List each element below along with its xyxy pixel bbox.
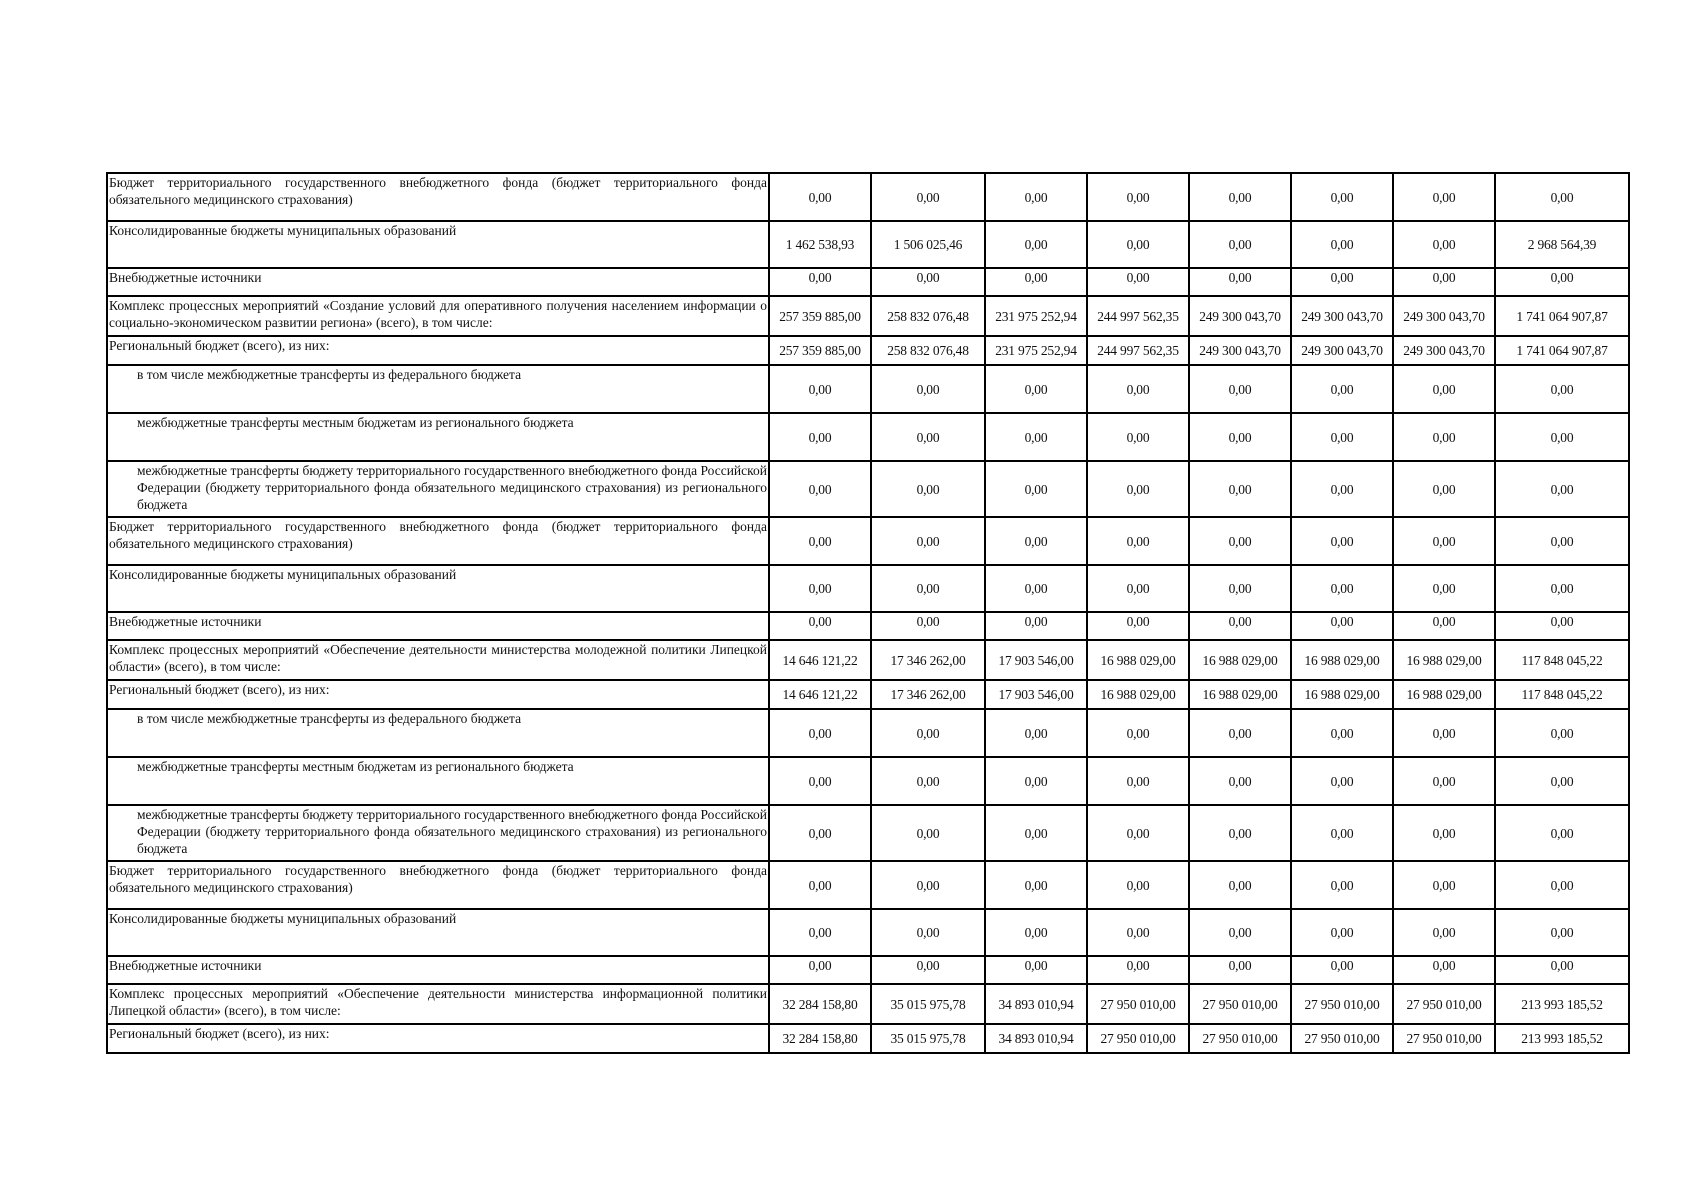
value-cell: 0,00: [1291, 909, 1393, 956]
value-cell: 16 988 029,00: [1087, 680, 1189, 709]
value-cell: 0,00: [1393, 173, 1495, 221]
value-cell: 32 284 158,80: [769, 984, 871, 1024]
value-cell: 0,00: [1495, 909, 1629, 956]
value-cell: 0,00: [1393, 565, 1495, 612]
value-cell: 0,00: [871, 956, 985, 984]
value-cell: 0,00: [871, 709, 985, 757]
value-cell: 0,00: [1393, 612, 1495, 640]
value-cell: 249 300 043,70: [1291, 336, 1393, 365]
value-cell: 0,00: [1189, 461, 1291, 517]
value-cell: 0,00: [985, 365, 1087, 413]
value-cell: 258 832 076,48: [871, 296, 985, 336]
value-cell: 0,00: [1291, 565, 1393, 612]
value-cell: 0,00: [1189, 268, 1291, 296]
value-cell: 213 993 185,52: [1495, 1024, 1629, 1053]
row-label: Комплекс процессных мероприятий «Обеспечение деятельности министерства молодежной политики Липецкой области» (всего), в том числе:: [107, 640, 769, 680]
value-cell: 244 997 562,35: [1087, 336, 1189, 365]
row-label: Бюджет территориального государственного внебюджетного фонда (бюджет территориального фонда обязательного медицинского страхования): [107, 861, 769, 909]
table-row: [107, 680, 1629, 709]
value-cell: 17 346 262,00: [871, 680, 985, 709]
value-cell: 0,00: [871, 268, 985, 296]
value-cell: 0,00: [1393, 413, 1495, 461]
row-label: Региональный бюджет (всего), из них:: [107, 336, 769, 365]
value-cell: 0,00: [1495, 268, 1629, 296]
table-row: [107, 221, 1629, 268]
value-cell: 0,00: [1087, 365, 1189, 413]
table-row: [107, 956, 1629, 984]
value-cell: 0,00: [1087, 757, 1189, 805]
value-cell: 16 988 029,00: [1189, 640, 1291, 680]
row-label: Комплекс процессных мероприятий «Обеспечение деятельности министерства информационной политики Липецкой области» (всего), в том числе:: [107, 984, 769, 1024]
value-cell: 0,00: [1087, 517, 1189, 565]
value-cell: 0,00: [871, 805, 985, 861]
value-cell: 1 462 538,93: [769, 221, 871, 268]
table-row: [107, 365, 1629, 413]
table-row: [107, 413, 1629, 461]
value-cell: 249 300 043,70: [1189, 336, 1291, 365]
value-cell: 249 300 043,70: [1393, 336, 1495, 365]
value-cell: 0,00: [769, 956, 871, 984]
value-cell: 0,00: [871, 861, 985, 909]
row-label: межбюджетные трансферты бюджету территориального государственного внебюджетного фонда Российской Федерации (бюджету территориального фонда обязательного медицинского страхования) из регионального бюджета: [107, 461, 769, 517]
value-cell: 0,00: [1087, 612, 1189, 640]
value-cell: 0,00: [1495, 757, 1629, 805]
value-cell: 27 950 010,00: [1291, 1024, 1393, 1053]
value-cell: 249 300 043,70: [1393, 296, 1495, 336]
row-label: Внебюджетные источники: [107, 956, 769, 984]
value-cell: 0,00: [769, 413, 871, 461]
row-label: межбюджетные трансферты бюджету территориального государственного внебюджетного фонда Российской Федерации (бюджету территориального фонда обязательного медицинского страхования) из регионального бюджета: [107, 805, 769, 861]
value-cell: 27 950 010,00: [1291, 984, 1393, 1024]
value-cell: 14 646 121,22: [769, 640, 871, 680]
value-cell: 249 300 043,70: [1189, 296, 1291, 336]
value-cell: 0,00: [985, 173, 1087, 221]
value-cell: 0,00: [1087, 173, 1189, 221]
value-cell: 0,00: [985, 956, 1087, 984]
value-cell: 27 950 010,00: [1393, 984, 1495, 1024]
value-cell: 0,00: [985, 861, 1087, 909]
value-cell: 0,00: [1087, 805, 1189, 861]
value-cell: 1 506 025,46: [871, 221, 985, 268]
value-cell: 0,00: [1087, 956, 1189, 984]
value-cell: 0,00: [1291, 612, 1393, 640]
value-cell: 35 015 975,78: [871, 1024, 985, 1053]
value-cell: 0,00: [1393, 365, 1495, 413]
value-cell: 0,00: [871, 565, 985, 612]
value-cell: 0,00: [1087, 909, 1189, 956]
value-cell: 0,00: [769, 861, 871, 909]
table-row: [107, 909, 1629, 956]
value-cell: 0,00: [985, 268, 1087, 296]
value-cell: 117 848 045,22: [1495, 680, 1629, 709]
value-cell: 0,00: [1291, 365, 1393, 413]
value-cell: 244 997 562,35: [1087, 296, 1189, 336]
row-label: Бюджет территориального государственного внебюджетного фонда (бюджет территориального фонда обязательного медицинского страхования): [107, 517, 769, 565]
value-cell: 0,00: [1495, 517, 1629, 565]
row-label: Бюджет территориального государственного внебюджетного фонда (бюджет территориального фонда обязательного медицинского страхования): [107, 173, 769, 221]
value-cell: 16 988 029,00: [1393, 640, 1495, 680]
value-cell: 0,00: [1495, 612, 1629, 640]
table-row: [107, 612, 1629, 640]
value-cell: 0,00: [985, 757, 1087, 805]
value-cell: 0,00: [769, 909, 871, 956]
value-cell: 0,00: [1189, 909, 1291, 956]
value-cell: 0,00: [1189, 956, 1291, 984]
table-row: [107, 757, 1629, 805]
value-cell: 213 993 185,52: [1495, 984, 1629, 1024]
value-cell: 0,00: [1495, 365, 1629, 413]
value-cell: 0,00: [1495, 565, 1629, 612]
value-cell: 0,00: [1495, 805, 1629, 861]
value-cell: 0,00: [1495, 956, 1629, 984]
value-cell: 35 015 975,78: [871, 984, 985, 1024]
value-cell: 14 646 121,22: [769, 680, 871, 709]
value-cell: 0,00: [769, 173, 871, 221]
value-cell: 0,00: [985, 805, 1087, 861]
table-row: [107, 1024, 1629, 1053]
value-cell: 0,00: [1189, 612, 1291, 640]
value-cell: 0,00: [1189, 757, 1291, 805]
value-cell: 0,00: [1495, 173, 1629, 221]
table-row: [107, 268, 1629, 296]
value-cell: 0,00: [1291, 221, 1393, 268]
row-label: Региональный бюджет (всего), из них:: [107, 1024, 769, 1053]
value-cell: 117 848 045,22: [1495, 640, 1629, 680]
value-cell: 0,00: [1393, 517, 1495, 565]
table-row: [107, 861, 1629, 909]
value-cell: 0,00: [871, 413, 985, 461]
value-cell: 34 893 010,94: [985, 1024, 1087, 1053]
value-cell: 0,00: [1291, 956, 1393, 984]
row-label: в том числе межбюджетные трансферты из федерального бюджета: [107, 709, 769, 757]
value-cell: 0,00: [1087, 461, 1189, 517]
row-label: Консолидированные бюджеты муниципальных образований: [107, 221, 769, 268]
value-cell: 0,00: [985, 709, 1087, 757]
value-cell: 0,00: [769, 612, 871, 640]
value-cell: 0,00: [871, 365, 985, 413]
value-cell: 0,00: [1393, 805, 1495, 861]
value-cell: 0,00: [1291, 173, 1393, 221]
value-cell: 0,00: [1393, 861, 1495, 909]
value-cell: 27 950 010,00: [1393, 1024, 1495, 1053]
value-cell: 0,00: [1087, 709, 1189, 757]
table-row: [107, 984, 1629, 1024]
value-cell: 0,00: [871, 612, 985, 640]
row-label: Региональный бюджет (всего), из них:: [107, 680, 769, 709]
value-cell: 0,00: [1291, 268, 1393, 296]
value-cell: 0,00: [769, 517, 871, 565]
value-cell: 27 950 010,00: [1189, 984, 1291, 1024]
value-cell: 0,00: [871, 173, 985, 221]
table-row: [107, 517, 1629, 565]
value-cell: 0,00: [871, 757, 985, 805]
row-label: Консолидированные бюджеты муниципальных образований: [107, 565, 769, 612]
value-cell: 0,00: [985, 221, 1087, 268]
row-label: межбюджетные трансферты местным бюджетам из регионального бюджета: [107, 757, 769, 805]
row-label: в том числе межбюджетные трансферты из федерального бюджета: [107, 365, 769, 413]
table-row: [107, 565, 1629, 612]
table-row: [107, 173, 1629, 221]
value-cell: 0,00: [769, 268, 871, 296]
value-cell: 0,00: [1291, 757, 1393, 805]
value-cell: 0,00: [985, 565, 1087, 612]
value-cell: 0,00: [769, 805, 871, 861]
value-cell: 0,00: [1393, 757, 1495, 805]
value-cell: 0,00: [769, 365, 871, 413]
value-cell: 0,00: [769, 565, 871, 612]
value-cell: 231 975 252,94: [985, 296, 1087, 336]
value-cell: 0,00: [1189, 517, 1291, 565]
value-cell: 0,00: [1087, 268, 1189, 296]
value-cell: 34 893 010,94: [985, 984, 1087, 1024]
budget-table: [106, 172, 1630, 1054]
value-cell: 27 950 010,00: [1087, 1024, 1189, 1053]
value-cell: 17 903 546,00: [985, 640, 1087, 680]
value-cell: 16 988 029,00: [1189, 680, 1291, 709]
value-cell: 1 741 064 907,87: [1495, 336, 1629, 365]
table-row: [107, 336, 1629, 365]
table-row: [107, 709, 1629, 757]
value-cell: 0,00: [1393, 268, 1495, 296]
value-cell: 0,00: [769, 461, 871, 517]
row-label: Внебюджетные источники: [107, 268, 769, 296]
value-cell: 0,00: [1495, 709, 1629, 757]
value-cell: 249 300 043,70: [1291, 296, 1393, 336]
value-cell: 0,00: [1393, 709, 1495, 757]
value-cell: 0,00: [985, 517, 1087, 565]
value-cell: 0,00: [871, 909, 985, 956]
value-cell: 32 284 158,80: [769, 1024, 871, 1053]
value-cell: 16 988 029,00: [1087, 640, 1189, 680]
value-cell: 17 346 262,00: [871, 640, 985, 680]
table-row: [107, 461, 1629, 517]
value-cell: 0,00: [1291, 413, 1393, 461]
value-cell: 0,00: [1393, 956, 1495, 984]
value-cell: 0,00: [871, 517, 985, 565]
value-cell: 231 975 252,94: [985, 336, 1087, 365]
table-row: [107, 805, 1629, 861]
value-cell: 0,00: [1087, 861, 1189, 909]
value-cell: 2 968 564,39: [1495, 221, 1629, 268]
value-cell: 0,00: [1189, 221, 1291, 268]
row-label: Внебюджетные источники: [107, 612, 769, 640]
value-cell: 0,00: [1087, 565, 1189, 612]
value-cell: 0,00: [1393, 221, 1495, 268]
value-cell: 0,00: [1189, 365, 1291, 413]
value-cell: 0,00: [1189, 861, 1291, 909]
value-cell: 0,00: [1291, 709, 1393, 757]
value-cell: 0,00: [1087, 221, 1189, 268]
value-cell: 0,00: [1087, 413, 1189, 461]
value-cell: 16 988 029,00: [1393, 680, 1495, 709]
table-body: [107, 173, 1629, 1053]
value-cell: 0,00: [1291, 461, 1393, 517]
value-cell: 0,00: [1189, 805, 1291, 861]
value-cell: 0,00: [1495, 861, 1629, 909]
value-cell: 27 950 010,00: [1189, 1024, 1291, 1053]
value-cell: 0,00: [985, 461, 1087, 517]
row-label: межбюджетные трансферты местным бюджетам из регионального бюджета: [107, 413, 769, 461]
value-cell: 0,00: [1291, 861, 1393, 909]
value-cell: 0,00: [1495, 461, 1629, 517]
value-cell: 0,00: [1189, 173, 1291, 221]
value-cell: 0,00: [1189, 709, 1291, 757]
value-cell: 0,00: [1189, 413, 1291, 461]
value-cell: 0,00: [769, 709, 871, 757]
value-cell: 0,00: [1291, 805, 1393, 861]
value-cell: 257 359 885,00: [769, 296, 871, 336]
value-cell: 0,00: [1393, 461, 1495, 517]
value-cell: 16 988 029,00: [1291, 640, 1393, 680]
value-cell: 0,00: [985, 909, 1087, 956]
row-label: Комплекс процессных мероприятий «Создание условий для оперативного получения населением информации о социально-экономическом развитии региона» (всего), в том числе:: [107, 296, 769, 336]
table-row: [107, 640, 1629, 680]
value-cell: 258 832 076,48: [871, 336, 985, 365]
value-cell: 0,00: [1495, 413, 1629, 461]
row-label: Консолидированные бюджеты муниципальных образований: [107, 909, 769, 956]
value-cell: 0,00: [1291, 517, 1393, 565]
value-cell: 0,00: [871, 461, 985, 517]
value-cell: 0,00: [985, 413, 1087, 461]
value-cell: 0,00: [985, 612, 1087, 640]
value-cell: 257 359 885,00: [769, 336, 871, 365]
value-cell: 27 950 010,00: [1087, 984, 1189, 1024]
value-cell: 1 741 064 907,87: [1495, 296, 1629, 336]
table-row: [107, 296, 1629, 336]
value-cell: 16 988 029,00: [1291, 680, 1393, 709]
value-cell: 17 903 546,00: [985, 680, 1087, 709]
value-cell: 0,00: [1189, 565, 1291, 612]
value-cell: 0,00: [769, 757, 871, 805]
value-cell: 0,00: [1393, 909, 1495, 956]
